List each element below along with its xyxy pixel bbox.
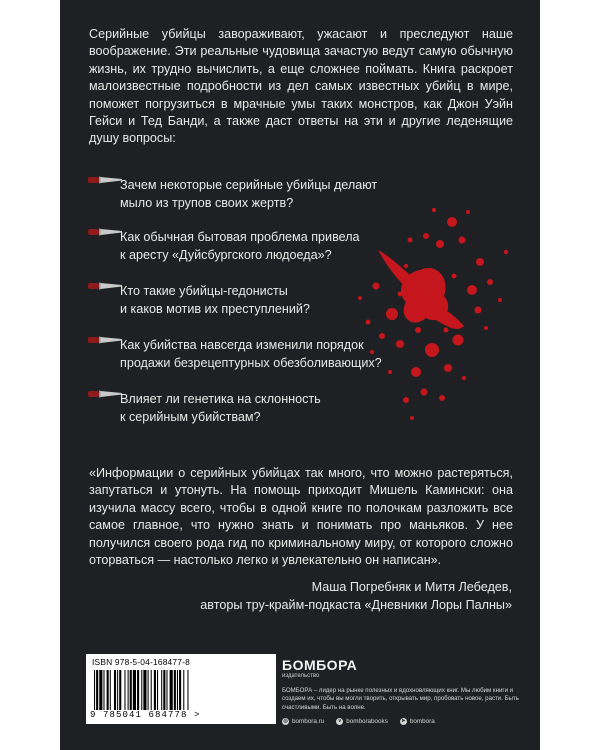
social-link-telegram[interactable] [400, 718, 435, 725]
social-label: bomborabooks [346, 717, 388, 725]
question-item [88, 334, 428, 378]
publisher-social-links [282, 718, 522, 725]
question-text: Как убийства навсегда изменили порядок продажи безрецептурных обезболивающих? [120, 338, 382, 370]
question-text: Кто такие убийцы-гедонисты и каков мотив их преступлений? [120, 284, 310, 316]
question-text: Зачем некоторые серийные убийцы делают мыло из трупов своих жертв? [120, 178, 378, 210]
publisher-block [282, 658, 522, 725]
author-names: Маша Погребняк и Митя Лебедев, [311, 580, 512, 594]
question-item [88, 280, 428, 324]
globe-icon: ◎ [283, 717, 288, 724]
knife-icon [88, 174, 124, 186]
vk-icon: v [336, 718, 343, 725]
social-label: bombora [409, 717, 435, 725]
question-item [88, 388, 428, 432]
review-quote: «Информации о серийных убийцах так много, что можно растеряться, запутаться и утонуть. На помощь приходит Мишель Камински: она изучила массу всего, чтобы в одной книге по полочкам разложить все самое главное, что нужно знать и понимать про маньяков. У нее получился своего рода гид по криминальному миру, от которого сложно оторваться — настолько легко и увлекательно он написан». [89, 466, 513, 568]
book-back-cover [60, 0, 540, 750]
question-text: Как обычная бытовая проблема привела к аресту «Дуйсбургского людоеда»? [120, 230, 360, 262]
publisher-logo: БОМБОРА [282, 657, 358, 673]
question-text: Влияет ли генетика на склонность к серийным убийствам? [120, 392, 321, 424]
social-link-website[interactable] [282, 718, 324, 725]
social-link-vk[interactable] [336, 718, 388, 725]
barcode-bars [92, 670, 268, 710]
knife-icon [88, 226, 124, 238]
quote-attribution [92, 578, 512, 614]
question-item [88, 226, 428, 270]
social-label: bombora.ru [292, 717, 325, 725]
knife-icon [88, 334, 124, 346]
isbn-number: ISBN 978-5-04-168477-8 [92, 657, 190, 667]
knife-icon [88, 388, 124, 400]
publisher-subtitle: издательство [282, 673, 320, 679]
publisher-description: БОМБОРА – лидер на рынке полезных и вдохновляющих книг. Мы любим книги и создаем их, чтобы вы могли творить, открывать мир, пробовать новое, расти. Быть счастливыми. Быть на волне. [282, 687, 519, 711]
question-item [88, 174, 428, 218]
barcode-digits: 9 785041 684778 > [90, 710, 201, 720]
barcode [86, 654, 276, 724]
knife-icon [88, 280, 124, 292]
telegram-icon: ➤ [401, 717, 406, 724]
intro-paragraph: Серийные убийцы завораживают, ужасают и преследуют наше воображение. Эти реальные чудовища зачастую ведут самую обычную жизнь, их трудно вычислить, а еще сложнее поймать. Книга раскроет малоизвестные подробности из дел самых известных убийц в мире, поможет погрузиться в мрачные умы таких монстров, как Джон Уэйн Гейси и Тед Банди, а также даст ответы на эти и другие леденящие душу вопросы: [89, 27, 513, 146]
author-role: авторы тру-крайм-подкаста «Дневники Лоры Палны» [200, 598, 512, 612]
